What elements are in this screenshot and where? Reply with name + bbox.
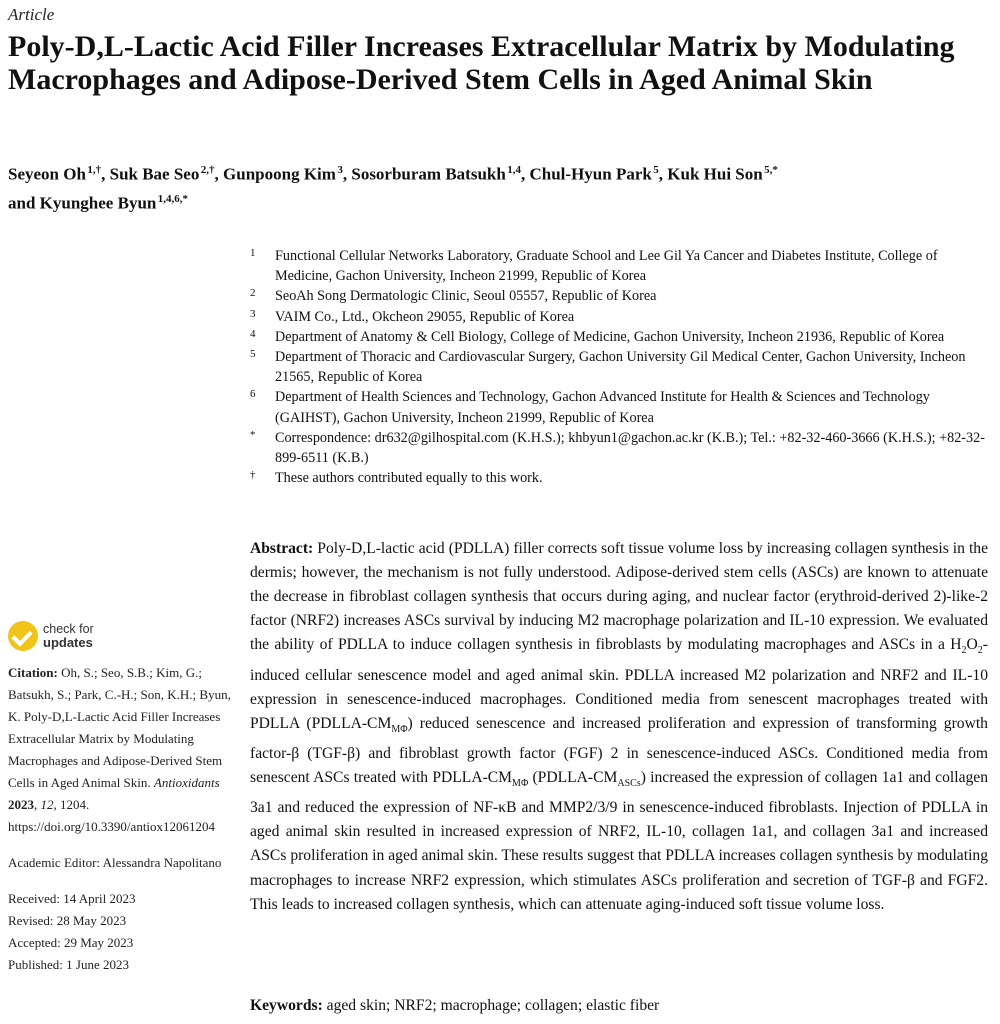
badge-line2: updates [43,635,93,650]
affiliation-item [250,327,990,347]
affiliation-text: SeoAh Song Dermatologic Clinic, Seoul 05557, Republic of Korea [275,288,657,305]
abstract [250,537,988,917]
article-type-label: Article [8,5,55,24]
abstract-label: Abstract: [250,540,314,557]
correspondence-text: Correspondence: dr632@gilhospital.com (K.H.S.); khbyun1@gachon.ac.kr (K.B.); Tel.: +82-32-460-3666 (K.H.S.); +82-32-899-6511 (K.B.) [275,429,985,467]
author-affil-mark: 3 [337,164,343,176]
affiliation-text: Department of Health Sciences and Technology, Gachon Advanced Institute for Health & Sciences and Technology (GAIHST), Gachon University, Incheon 21999, Republic of Korea [275,389,930,426]
author-name: Gunpoong Kim [223,164,336,184]
affiliation-mark: 6 [250,388,256,401]
check-for-updates-badge[interactable] [8,621,94,651]
received-date: Received: 14 April 2023 [8,891,136,906]
abstract-text: Poly-D,L-lactic acid (PDLLA) filler corrects soft tissue volume loss by increasing collagen synthesis in the dermis; however, the mechanism is not fully understood. Adipose-derived stem cells (ASCs) are known to attenuate the decrease in fibroblast collagen synthesis that occurs during aging, and nuclear factor (erythroid-derived 2)-like-2 factor (NRF2) increases ASCs survival by inducing M2 macrophage polarization and IL-10 expression. We evaluated the ability of PDLLA to induce collagen synthesis in fibroblasts by modulating macrophages and ASCs in a H [250,540,988,654]
citation-year: 2023 [8,797,34,812]
citation-volume: 12 [40,797,54,812]
keywords-label: Keywords: [250,997,323,1014]
journal-name: Antioxidants [153,775,220,790]
author-conjunction: and [8,193,36,213]
subscript: 2 [961,645,967,657]
affiliation-text: Department of Thoracic and Cardiovascular Surgery, Gachon University Gil Medical Center, Gachon University, Incheon 21565, Republic of Korea [275,349,966,386]
abstract-text: ) increased the expression of collagen 1a1 and collagen 3a1 and reduced the expression of NF-κB and MMP2/3/9 in senescence-induced fibroblasts. Injection of PDLLA in aged animal skin resulted in increased expression of NRF2, IL-10, collagen 1a1, and collagen 3a1 and increased ASCs proliferation in aged animal skin. These results suggest that PDLLA increases collagen synthesis by modulating macrophages to increase NRF2 expression, which stimulates ASCs proliferation and secretion of TGF-β and FGF2. This leads to increased collagen synthesis, which can attenuate aging-induced soft tissue volume loss. [250,769,989,913]
affiliation-text: Functional Cellular Networks Laboratory, Graduate School and Lee Gil Ya Cancer and Diabetes Institute, College of Medicine, Gachon University, Incheon 21999, Republic of Korea [275,248,938,285]
author-affil-mark: 2,† [200,164,215,176]
keywords [250,994,988,1018]
author-name: Suk Bae Seo [109,164,200,184]
keywords-text: aged skin; NRF2; macrophage; collagen; elastic fiber [326,997,660,1014]
equal-contribution-mark: † [250,469,256,482]
affiliation-text: Department of Anatomy & Cell Biology, College of Medicine, Gachon University, Incheon 21936, Republic of Korea [275,328,945,345]
abstract-text: -induced cellular senescence model and aged animal skin. PDLLA increased M2 polarization and NRF2 and IL-10 expression in senescence-induced macrophages. Conditioned media from senescent macrophages treated with PDLLA (PDLLA-CM [250,636,988,732]
citation-doi: , 1204. https://doi.org/10.3390/antiox12061204 [8,797,216,834]
author-name: Chul-Hyun Park [529,164,652,184]
affiliation-mark: 3 [250,307,256,320]
affiliation-mark: 2 [250,287,256,300]
author-list: Seyeon Oh $^{1,\dagger}$, Suk Bae Seo $^{2,\dagger}$, Gunpoong Kim $^3$, Sosorburam Batsukh $^{1,4}$, Chul-Hyun Park $^5$, Kuk Hui Son $^{5,*}$ and Kyunghee Byun $^{1,4,6,*}$ [8,164,778,213]
academic-editor: Academic Editor: Alessandra Napolitano [8,855,222,870]
affiliation-text: VAIM Co., Ltd., Okcheon 29055, Republic of Korea [275,308,575,325]
citation-text: Oh, S.; Seo, S.B.; Kim, G.; Batsukh, S.; Park, C.-H.; Son, K.H.; Byun, K. Poly-D,L-Lactic Acid Filler Increases Extracellular Matrix by Modulating Macrophages and Adipose-Derived Stem Cells in Aged Animal Skin. [8,665,231,790]
subscript: MΦ [391,723,408,735]
author-name: Kyunghee Byun [39,193,157,213]
abstract-text: (PDLLA-CM [528,769,618,787]
author-affil-mark: 5,* [764,164,778,176]
paper-title: Poly-D,L-Lactic Acid Filler Increases Extracellular Matrix by Modulating Macrophages and Adipose-Derived Stem Cells in Aged Animal Skin [8,30,955,96]
checkmark-badge-icon [8,621,38,651]
author-name: Sosorburam Batsukh [351,164,506,184]
affiliation-item [250,246,990,286]
affiliation-item [250,387,990,427]
author-affil-mark: 1,4 [507,164,521,176]
correspondence-item [250,428,990,468]
equal-contribution-item [250,468,990,488]
abstract-text: O [966,636,978,654]
affiliation-item [250,286,990,306]
author-affil-mark: 1,† [87,164,102,176]
affiliation-item [250,307,990,327]
abstract-text: ) reduced senescence and increased proliferation and expression of transforming growth factor-β (TGF-β) and fibroblast growth factor (FGF) 2 in senescence-induced ASCs. Conditioned media from senescent ASCs treated with PDLLA-CM [250,714,988,787]
author-name: Seyeon Oh [8,164,86,184]
citation: Citation: Oh, S.; Seo, S.B.; Kim, G.; Batsukh, S.; Park, C.-H.; Son, K.H.; Byun, K. Poly-D,L-Lactic Acid Filler Increases Extracellular Matrix by Modulating Macrophages and Adipose-Derived Stem Cells in Aged Animal Skin. Antioxidants 2023, 12, 1204. https://doi.org/10.3390/antiox12061204 [8,665,231,834]
author-affil-mark: 5 [653,164,659,176]
affiliations-list [250,246,990,488]
author-affil-mark: 1,4,6,* [157,192,189,205]
revised-date: Revised: 28 May 2023 [8,913,127,928]
published-date: Published: 1 June 2023 [8,957,129,972]
author-name: Kuk Hui Son [667,164,763,184]
correspondence-mark: * [250,428,256,441]
sidebar-info [8,662,233,976]
subscript: ASCs [617,778,641,790]
citation-label: Citation: [8,665,58,680]
affiliation-item [250,347,990,387]
equal-contribution-text: These authors contributed equally to this work. [275,470,543,487]
accepted-date: Accepted: 29 May 2023 [8,935,134,950]
subscript: MΦ [512,778,529,790]
affiliation-mark: 5 [250,348,256,361]
affiliation-mark: 4 [250,327,256,340]
affiliation-mark: 1 [250,247,256,259]
subscript: 2 [977,645,983,657]
badge-line1: check for [43,622,94,636]
